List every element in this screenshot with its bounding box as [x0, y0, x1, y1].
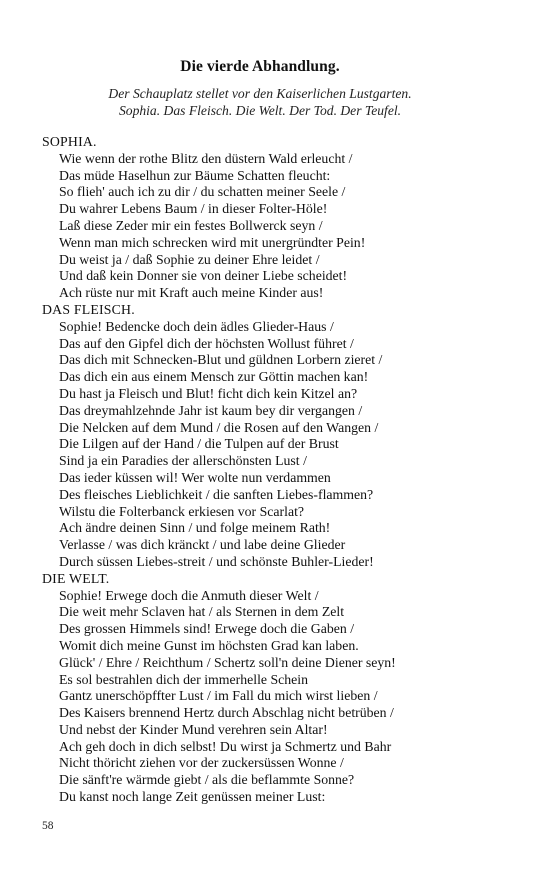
dialogue-text [42, 134, 512, 806]
verse-line: Wie wenn der rothe Blitz den düstern Wald erleucht / [59, 150, 353, 166]
verse-line: Die Nelcken auf dem Mund / die Rosen auf den Wangen / [59, 419, 379, 435]
verse-line: Das dich mit Schnecken-Blut und güldnen Lorbern zieret / [59, 352, 383, 368]
verse-line: Des Kaisers brennend Hertz durch Abschlag nicht betrüben / [59, 705, 394, 721]
verse-line: Die Lilgen auf der Hand / die Tulpen auf der Brust [59, 436, 339, 452]
verse-line: Sophie! Erwege doch die Anmuth dieser Welt / [59, 587, 319, 603]
verse-line: Du wahrer Lebens Baum / in dieser Folter-Höle! [59, 201, 328, 217]
verse-line: Die sänft're wärmde giebt / als die beflammte Sonne? [59, 772, 355, 788]
verse-line: Ach rüste nur mit Kraft auch meine Kinder aus! [59, 285, 324, 301]
verse-line: Wenn man mich schrecken wird mit unergründter Pein! [59, 234, 366, 250]
verse-line: Sind ja ein Paradies der allerschönsten Lust / [59, 453, 307, 469]
verse-line: Gantz unerschöpffter Lust / im Fall du mich wirst lieben / [59, 688, 378, 704]
verse-line: Und nebst der Kinder Mund verehren sein Altar! [59, 721, 328, 737]
act-heading: Die vierde Abhandlung. [180, 58, 340, 75]
verse-line: Sophie! Bedencke doch dein ädles Glieder-Haus / [59, 318, 334, 334]
verse-line: Das müde Haselhun zur Bäume Schatten fleucht: [59, 167, 331, 183]
speaker-name: DAS FLEISCH. [42, 301, 135, 317]
verse-line: Das ieder küssen wil! Wer wolte nun verdammen [59, 469, 331, 485]
verse-line: Womit dich meine Gunst im höchsten Grad kan laben. [59, 637, 359, 653]
verse-line: Das dich ein aus einem Mensch zur Göttin machen kan! [59, 369, 369, 385]
page-number: 58 [42, 820, 54, 832]
verse-line: Nicht thöricht ziehen vor der zuckersüssen Wonne / [59, 755, 344, 771]
verse-line: Verlasse / was dich kränckt / und labe deine Glieder [59, 537, 346, 553]
verse-line: Das auf den Gipfel dich der höchsten Wollust führet / [59, 335, 354, 351]
verse-line: Du hast ja Fleisch und Blut! ficht dich kein Kitzel an? [59, 385, 358, 401]
verse-line: Durch süssen Liebes-streit / und schönste Buhler-Lieder! [59, 553, 374, 569]
verse-line: Des fleisches Lieblichkeit / die sanften Liebes-flammen? [59, 486, 374, 502]
speaker-name: DIE WELT. [42, 570, 110, 586]
verse-line: Ach geh doch in dich selbst! Du wirst ja Schmertz und Bahr [59, 738, 392, 754]
verse-line: Und daß kein Donner sie von deiner Liebe scheidet! [59, 268, 348, 284]
verse-line: Das dreymahlzehnde Jahr ist kaum bey dir vergangen / [59, 402, 363, 418]
verse-line: Es sol bestrahlen dich der immerhelle Schein [59, 671, 309, 687]
verse-line: Laß diese Zeder mir ein festes Bollwerck seyn / [59, 217, 323, 233]
verse-line: Du kanst noch lange Zeit genüssen meiner Lust: [59, 789, 326, 805]
verse-line: Die weit mehr Sclaven hat / als Sternen in dem Zelt [59, 604, 345, 620]
stage-direction-line-2: Sophia. Das Fleisch. Die Welt. Der Tod. Der Teufel. [118, 103, 402, 118]
verse-line: Des grossen Himmels sind! Erwege doch die Gaben / [59, 621, 355, 637]
verse-line: Wilstu die Folterbanck erkiesen vor Scarlat? [59, 503, 305, 519]
verse-line: Ach ändre deinen Sinn / und folge meinem Rath! [59, 520, 331, 536]
verse-line: Du weist ja / daß Sophie zu deiner Ehre leidet / [59, 251, 320, 267]
stage-direction-line-1: Der Schauplatz stellet vor den Kaiserlichen Lustgarten. [108, 86, 412, 101]
speaker-name: SOPHIA. [42, 134, 97, 149]
verse-line: So flieh' auch ich zu dir / du schatten meiner Seele / [59, 184, 346, 200]
verse-line: Glück' / Ehre / Reichthum / Schertz soll'n deine Diener seyn! [59, 654, 396, 670]
